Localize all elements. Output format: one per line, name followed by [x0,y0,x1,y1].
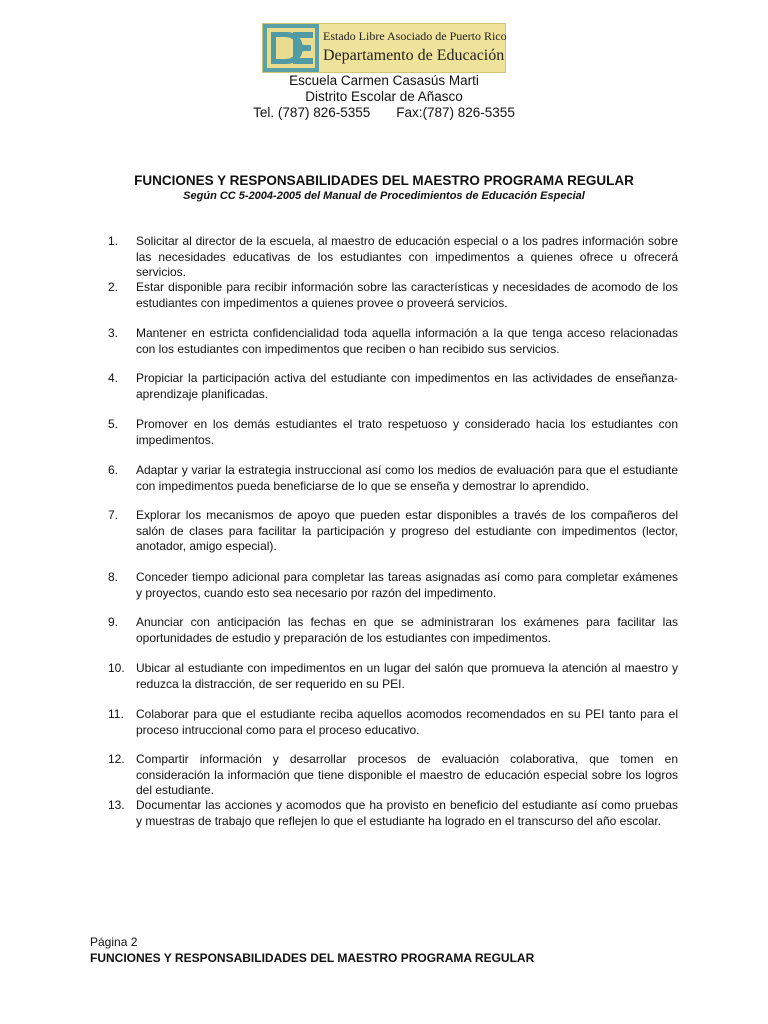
list-item-number: 11. [108,707,124,721]
letterhead-agency: Estado Libre Asociado de Puerto Rico [323,29,507,43]
list-item-text: Documentar las acciones y acomodos que ha provisto en beneficio del estudiante así como pruebas y muestras de trabajo que reflejen lo que el estudiante ha logrado en el transcurso del año escolar. [136,798,678,828]
list-item-text: Mantener en estricta confidencialidad toda aquella información a la que tenga acceso relacionadas con los estudiantes con impedimentos que reciben o han recibido sus servicios. [136,326,678,356]
list-item [108,615,678,646]
list-item [108,661,678,692]
list-item-text: Ubicar al estudiante con impedimentos en un lugar del salón que promueva la atención al maestro y reduzca la distracción, de ser requerido en su PEI. [136,661,678,691]
list-item [108,752,678,799]
de-logo-icon [263,24,319,72]
list-item-number: 5. [108,417,119,431]
list-item-number: 4. [108,371,119,385]
fax-number: Fax:(787) 826-5355 [396,105,515,120]
list-item-text: Compartir información y desarrollar procesos de evaluación colaborativa, que tomen en consideración la información que tiene disponible el maestro de educación especial sobre los logros del estudiante. [136,752,678,797]
list-item-number: 2. [108,280,119,294]
list-item-text: Explorar los mecanismos de apoyo que pueden estar disponibles a través de los compañeros del salón de clases para facilitar la participación y progreso del estudiante con impedimentos (lector, anotador, amigo especial). [136,508,678,553]
list-item-number: 10. [108,661,125,675]
list-item [108,508,678,555]
footer-title: FUNCIONES Y RESPONSABILIDADES DEL MAESTRO PROGRAMA REGULAR [90,951,535,965]
list-item-number: 6. [108,463,119,477]
list-item [108,463,678,494]
list-item-number: 1. [108,234,119,248]
letterhead-logo [262,23,506,73]
list-item-text: Estar disponible para recibir información sobre las características y necesidades de acomodo de los estudiantes con impedimentos a quienes provee o proveerá servicios. [136,280,678,310]
list-item-number: 13. [108,798,125,812]
list-item-text: Adaptar y variar la estrategia instruccional así como los medios de evaluación para que el estudiante con impedimentos pueda beneficiarse de lo que se enseña y demostrar lo aprendido. [136,463,678,493]
list-item [108,371,678,402]
list-item [108,417,678,448]
list-item [108,280,678,311]
list-item [108,570,678,601]
list-item [108,234,678,281]
contact-line [0,105,768,121]
list-item-number: 9. [108,615,119,629]
document-title: FUNCIONES Y RESPONSABILIDADES DEL MAESTRO PROGRAMA REGULAR [134,173,634,188]
list-item [108,326,678,357]
letterhead-department: Departamento de Educación [323,47,505,64]
list-item-text: Conceder tiempo adicional para completar las tareas asignadas así como para completar exámenes y proyectos, cuando esto sea necesario por razón del impedimento. [136,570,678,600]
district-name: Distrito Escolar de Añasco [305,89,463,104]
document-subtitle: Según CC 5-2004-2005 del Manual de Procedimientos de Educación Especial [183,190,585,202]
list-item-number: 8. [108,570,119,584]
list-item-number: 12. [108,752,125,766]
list-item-text: Colaborar para que el estudiante reciba aquellos acomodos recomendados en su PEI tanto para el proceso intruccional como para el proceso educativo. [136,707,678,737]
phone-number: Tel. (787) 826-5355 [253,105,371,120]
list-item-text: Propiciar la participación activa del estudiante con impedimentos en las actividades de enseñanza-aprendizaje planificadas. [136,371,678,401]
list-item-text: Anunciar con anticipación las fechas en que se administraran los exámenes para facilitar las oportunidades de estudio y preparación de los estudiantes con impedimentos. [136,615,678,645]
list-item [108,707,678,738]
list-item [108,798,678,829]
list-item-number: 7. [108,508,119,522]
list-item-text: Promover en los demás estudiantes el trato respetuoso y considerado hacia los estudiantes con impedimentos. [136,417,678,447]
school-name: Escuela Carmen Casasús Marti [289,73,479,88]
footer-page-number: Página 2 [90,935,138,949]
list-item-number: 3. [108,326,119,340]
list-item-text: Solicitar al director de la escuela, al maestro de educación especial o a los padres información sobre las necesidades educativas de los estudiantes con impedimentos a quienes ofrece u ofrecerá servicios. [136,234,678,279]
